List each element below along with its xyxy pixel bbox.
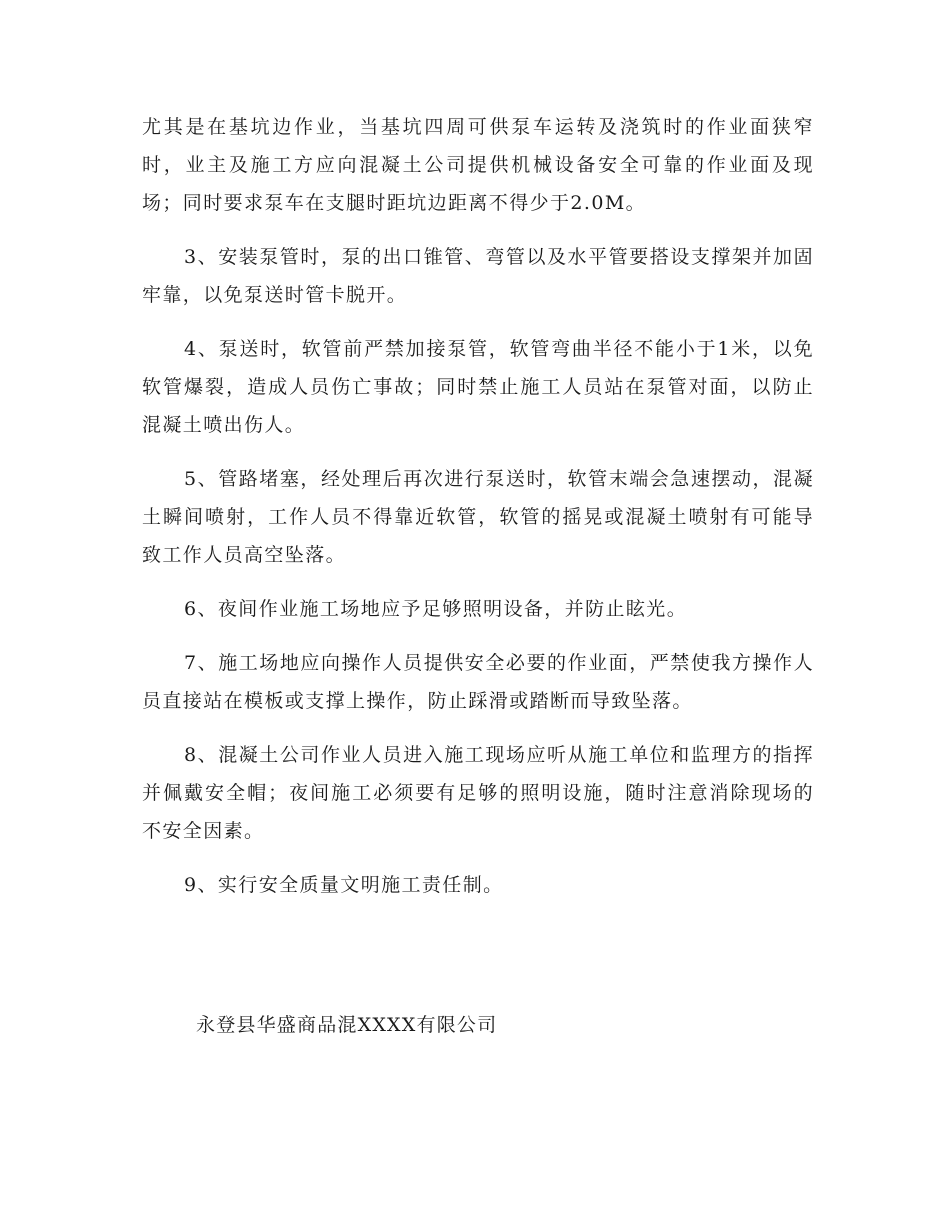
paragraph-item-6: 6、夜间作业施工场地应予足够照明设备，并防止眩光。: [184, 598, 688, 620]
company-signature: 永登县华盛商品混XXXX有限公司: [196, 1014, 498, 1036]
paragraph-item-8: 8、混凝土公司作业人员进入施工现场应听从施工单位和监理方的指挥并佩戴安全帽；夜间施工必须要有足够的照明设施，随时注意消除现场的不安全因素。: [142, 744, 814, 842]
paragraph-item-9: 9、实行安全质量文明施工责任制。: [184, 874, 504, 896]
document-body: [142, 108, 814, 920]
paragraph-continuation: 尤其是在基坑边作业，当基坑四周可供泵车运转及浇筑时的作业面狭窄时，业主及施工方应向混凝土公司提供机械设备安全可靠的作业面及现场；同时要求泵车在支腿时距坑边距离不得少于2.0M。: [142, 116, 814, 214]
paragraph-item-5: 5、管路堵塞，经处理后再次进行泵送时，软管末端会急速摆动，混凝土瞬间喷射，工作人员不得靠近软管，软管的摇晃或混凝土喷射有可能导致工作人员高空坠落。: [142, 468, 814, 566]
paragraph-item-3: 3、安装泵管时，泵的出口锥管、弯管以及水平管要搭设支撑架并加固牢靠，以免泵送时管卡脱开。: [142, 246, 814, 306]
paragraph-item-4: 4、泵送时，软管前严禁加接泵管，软管弯曲半径不能小于1米，以免软管爆裂，造成人员伤亡事故；同时禁止施工人员站在泵管对面，以防止混凝土喷出伤人。: [142, 338, 814, 436]
paragraph-item-7: 7、施工场地应向操作人员提供安全必要的作业面，严禁使我方操作人员直接站在模板或支撑上操作，防止踩滑或踏断而导致坠落。: [142, 652, 814, 712]
